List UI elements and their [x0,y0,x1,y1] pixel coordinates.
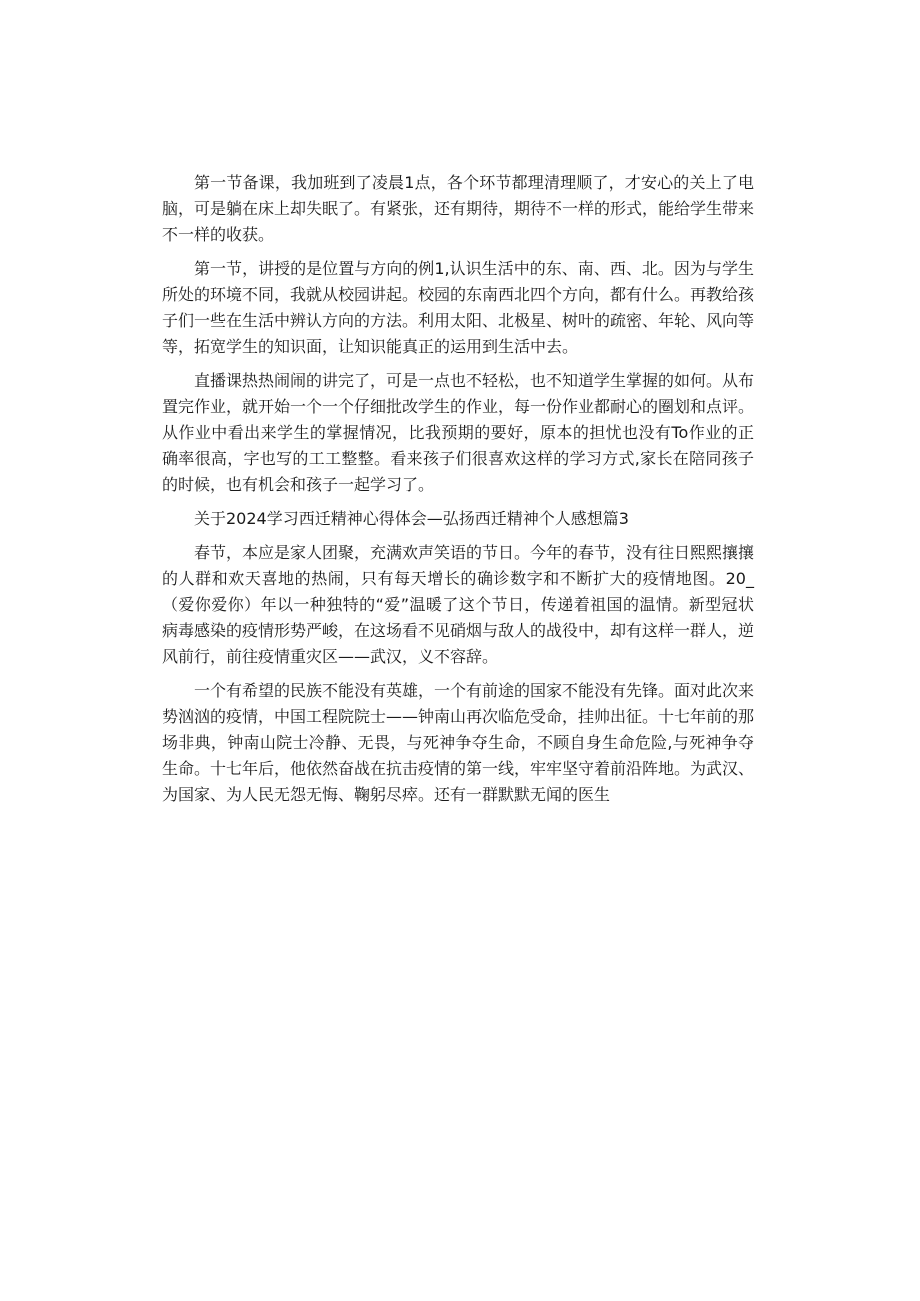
paragraph-lesson-content: 第一节，讲授的是位置与方向的例1,认识生活中的东、南、西、北。因为与学生所处的环境不同，我就从校园讲起。校园的东南西北四个方向，都有什么。再教给孩子们一些在生活中辨认方向的方法。利用太阳、北极星、树叶的疏密、年轮、风向等等，拓宽学生的知识面，让知识能真正的运用到生活中去。 [162,259,755,356]
paragraph-heroes: 一个有希望的民族不能没有英雄，一个有前途的国家不能没有先锋。面对此次来势汹汹的疫情，中国工程院院士——钟南山再次临危受命，挂帅出征。十七年前的那场非典，钟南山院士冷静、无畏，与死神争夺生命，不顾自身生命危险,与死神争夺生命。十七年后，他依然奋战在抗击疫情的第一线，牢牢坚守着前沿阵地。为武汉、为国家、为人民无怨无悔、鞠躬尽瘁。还有一群默默无闻的医生 [162,681,755,804]
paragraph-after-class: 直播课热热闹闹的讲完了，可是一点也不轻松，也不知道学生掌握的如何。从布置完作业，就开始一个一个仔细批改学生的作业，每一份作业都耐心的圈划和点评。从作业中看出来学生的掌握情况，比我预期的要好，原本的担忧也没有To作业的正确率很高，字也写的工工整整。看来孩子们很喜欢这样的学习方式,家长在陪同孩子的时候，也有机会和孩子一起学习了。 [162,371,755,494]
paragraph-spring-festival: 春节，本应是家人团聚，充满欢声笑语的节日。今年的春节，没有往日熙熙攘攘的人群和欢天喜地的热闹，只有每天增长的确诊数字和不断扩大的疫情地图。20_（爱你爱你）年以一种独特的“爱”温暖了这个节日，传递着祖国的温情。新型冠状病毒感染的疫情形势严峻，在这场看不见硝烟与敌人的战役中，却有这样一群人，逆风前行，前往疫情重灾区——武汉，义不容辞。 [162,543,755,666]
paragraph-lesson-prep: 第一节备课，我加班到了凌晨1点，各个环节都理清理顺了，才安心的关上了电脑，可是躺在床上却失眠了。有紧张，还有期待，期待不一样的形式，能给学生带来不一样的收获。 [162,173,755,244]
document-body [162,170,754,816]
section-title: 关于2024学习西迁精神心得体会—弘扬西迁精神个人感想篇3 [194,509,629,528]
